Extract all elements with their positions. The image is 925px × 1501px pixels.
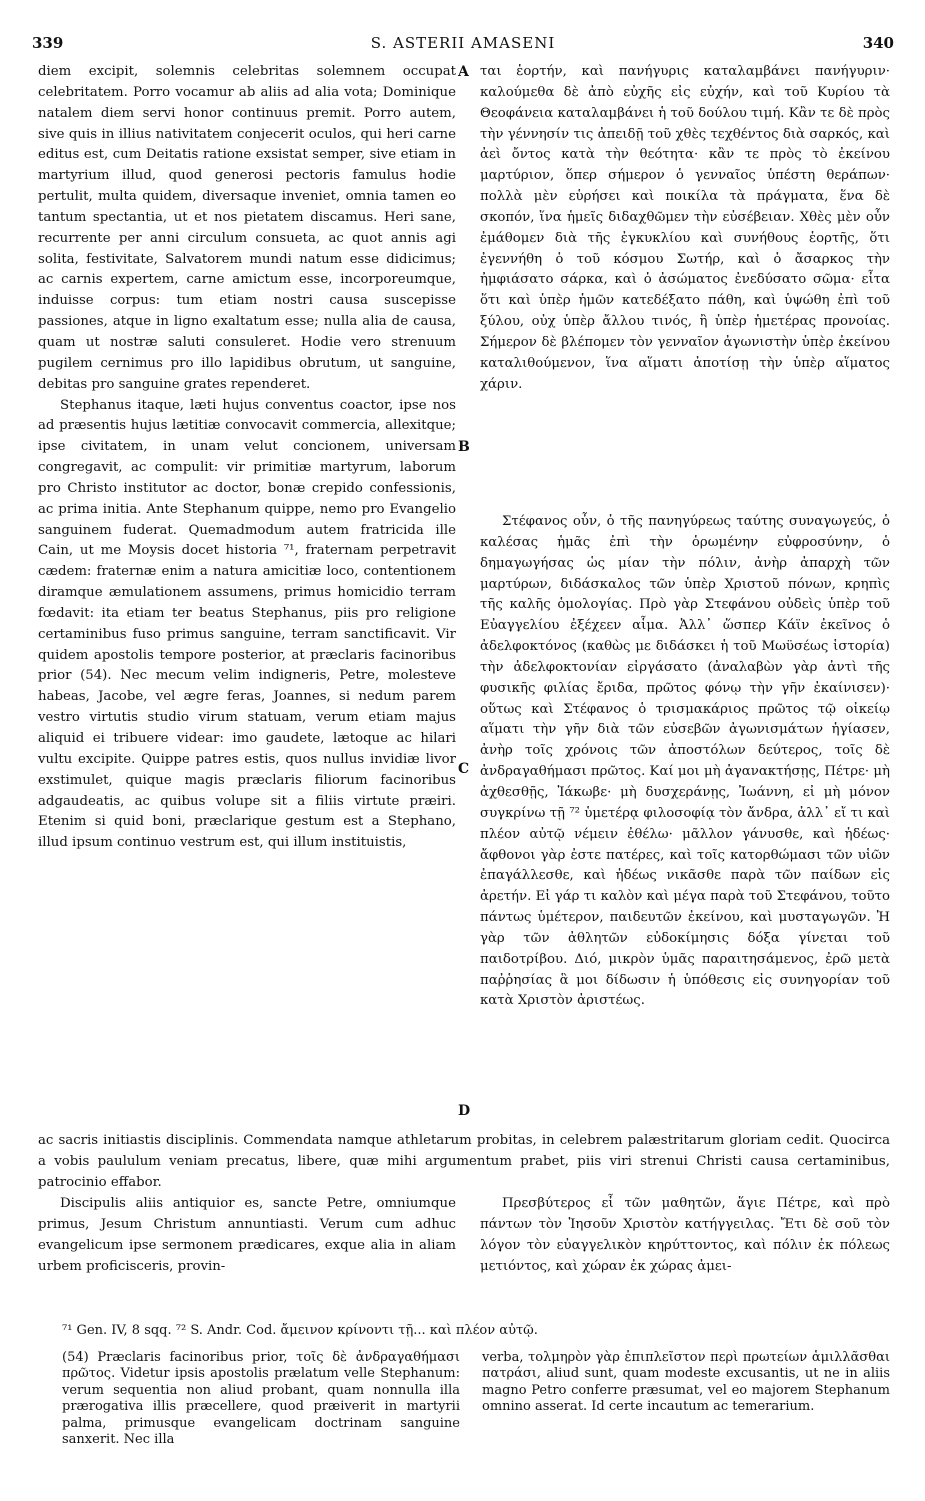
page-header: [32, 34, 894, 56]
left-page-number: 339: [32, 34, 64, 52]
latin-column-bottom: [38, 1194, 456, 1277]
margin-letter-d: D: [458, 1103, 471, 1119]
greek-column-top: [480, 62, 890, 396]
margin-letter-c: C: [458, 761, 470, 777]
reference-notes-line: ⁷¹ Gen. IV, 8 sqq. ⁷² S. Andr. Cod. ἄμεινον κρίνοντι τῇ... καὶ πλέον αὐτῷ.: [62, 1323, 538, 1338]
right-page-number: 340: [862, 34, 894, 52]
running-title: S. ASTERII AMASENI: [370, 34, 556, 52]
latin-paragraph-1: diem excipit, solemnis celebritas solemnem occupat celebritatem. Porro vocamur ab aliis ad alia vota; Dominique natalem diem servi honor continuus premit. Porro autem, sive quis in illius nativitatem conjecerit oculos, qui heri carne editus est, cum Deitatis ratione exsistat semper, sive etiam in martyrium illud, quod generosi pectoris famulus hodie pertulit, multa quidem, diversaque inveniet, omnia tamen eo tantum spectantia, ut et nos pietatem discamus. Heri sane, recurrente per anni circulum consueta, ac quot annis agi solita, festivitate, Salvatorem mundi natum esse didicimus; ac carnis expertem, carne amictum esse, incorporeumque, induisse corpus: tum etiam nostri causa suscepisse passiones, atque in ligno exaltatum esse; nulla alia de causa, quam ut nostræ saluti consuleret. Hodie vero strenuum pugilem cernimus pro illo lapidibus obrutum, ut sanguine, debitas pro sanguine grates rependeret.: [38, 64, 456, 392]
footnote-right: [482, 1350, 890, 1416]
footnote-right-text: verba, τολμηρὸν γὰρ ἐπιπλεῖστον περὶ πρωτείων ἁμιλλᾶσθαι πατράσι, aliud sunt, quam modeste excusantis, ut ne in aliis magno Petro conferre præsumat, vel eo majorem Stephanum omnino asserat. Id certe incautum ac temerarium.: [482, 1350, 890, 1415]
greek-paragraph-2: Στέφανος οὖν, ὁ τῆς πανηγύρεως ταύτης συναγωγεύς, ὁ καλέσας ἡμᾶς ἐπὶ τὴν ὁρωμένην εὐφροσύνην, ὁ δημαγωγήσας ὡς μίαν τὴν πόλιν, ἀνὴρ ἀπαρχὴ τῶν μαρτύρων, διδάσκαλος τῶν ὑπὲρ Χριστοῦ πόνων, κρηπὶς τῆς καλῆς ὁμολογίας. Πρὸ γὰρ Στεφάνου οὐδεὶς ὑπὲρ τοῦ Εὐαγγελίου ἐξέχεεν αἷμα. Ἀλλ᾽ ὥσπερ Κάϊν ἐκεῖνος ὁ ἀδελφοκτόνος (καθὼς με διδάσκει ἡ τοῦ Μωϋσέως ἱστορία) τὴν ἀδελφοκτονίαν εἰργάσατο (ἀναλαβὼν γὰρ ἀντὶ τῆς φυσικῆς φιλίας ἔριδα, πρῶτος φόνῳ τὴν γῆν ἐκαίνισεν)· οὕτως καὶ Στέφανος ὁ τρισμακάριος πρῶτος τῷ οἰκείῳ αἵματι τὴν γῆν διὰ τῶν εὐσεβῶν ἀγωνισμάτων ἡγίασεν, ἀνὴρ τοῖς χρόνοις τῶν ἀποστόλων δεύτερος, τοῖς δὲ ἀνδραγαθήμασι πρῶτος. Καί μοι μὴ ἀγανακτήσῃς, Πέτρε· μὴ ἀχθεσθῇς, Ἰάκωβε· μὴ δυσχεράνῃς, Ἰωάννη, εἰ μὴ μόνον συγκρίνω τῇ ⁷² ὑμετέρᾳ φιλοσοφίᾳ τὸν ἄνδρα, ἀλλ᾽ εἴ τι καὶ πλέον αὐτῷ νέμειν ἐθέλω· μᾶλλον γάνυσθε, καὶ ἡδέως· ἄφθονοι γὰρ ἐστε πατέρες, καὶ τοῖς κατορθώμασι τῶν υἱῶν ἐπαγάλλεσθε, καὶ ἡδέως νικᾶσθε παρὰ τῶν παίδων εἰς ἀρετήν. Εἰ γάρ τι καλὸν καὶ μέγα παρὰ τοῦ Στεφάνου, τοῦτο πάντως ὑμέτερον, παιδευτῶν ἐκείνου, καὶ μυσταγωγῶν. Ἡ γὰρ τῶν ἀθλητῶν εὐδοκίμησις δόξα γίνεται τοῦ παιδοτρίβου. Διό, μικρὸν ὑμᾶς παραιτησάμενος, ἐρῶ μετὰ παῤῥησίας ἃ μοι δίδωσιν ἡ ὑπόθεσις εἰς συνηγορίαν τοῦ κατὰ Χριστὸν ἀριστέως.: [480, 514, 890, 1009]
latin-paragraph-2: Stephanus itaque, læti hujus conventus coactor, ipse nos ad præsentis hujus lætitiæ convocavit commercia, allexitque; ipse civitatem, in unam velut concionem, universam congregavit, ac compulit: vir primitiæ martyrum, laborum pro Christo institutor ac doctor, bonæ crepido confessionis, ac prima initia. Ante Stephanum quippe, nemo pro Evangelio sanguinem fuderat. Quemadmodum autem fratricida ille Cain, ut me Moysis docet historia ⁷¹, fraternam perpetravit cædem: fraternæ enim a natura amicitiæ loco, contentionem diramque æmulationem assumens, primus homicidio terram fœdavit: ita etiam ter beatus Stephanus, piis pro religione certaminibus fuso primus sanguine, terram sanctificavit. Vir quidem apostolis tempore posterior, at præclaris facinoribus prior (54). Nec mecum velim indigneris, Petre, molesteve habeas, Jacobe, vel ægre feras, Joannes, si nedum parem vestro virtutis studio virum statuam, verum etiam majus aliquid ei tribuere videar: imo gaudete, lætoque ac hilari vultu excipite. Quippe patres estis, quos nullus invidiæ livor exstimulet, quique magis præclaris filiorum facinoribus adgaudeatis, ac quibus volupe sit a filiis virtute præiri. Etenim si quid boni, præclarique gestum est a Stephano, illud ipsum continuo vestrum est, qui illum instituistis,: [38, 397, 456, 851]
reference-notes: [62, 1323, 882, 1339]
full-width-paragraph: ac sacris initiastis disciplinis. Commendata namque athletarum probitas, in celebrem palæstritarum gloriam cedit. Quocirca a vobis paululum veniam precatus, libere, quæ mihi argumentum prabet, piis viri strenui Christi causa certaminibus, patrocinio effabor.: [38, 1133, 890, 1190]
margin-letter-a: A: [458, 64, 469, 80]
greek-column-bottom: [480, 1194, 890, 1277]
footnote-left: [62, 1350, 460, 1448]
full-width-latin: [38, 1131, 890, 1194]
greek-column-middle: [480, 512, 890, 1012]
footnote-left-text: (54) Præclaris facinoribus prior, τοῖς δὲ ἀνδραγαθήμασι πρῶτος. Videtur ipsis apostolis prælatum velle Stephanum: verum sequentia non aliud probant, quam nonnulla illa prærogativa illis præcellere, quod præiverit in martyrii palma, primusque evangelicam doctrinam sanguine sanxerit. Nec illa: [62, 1350, 460, 1448]
latin-last-paragraph: Discipulis aliis antiquior es, sancte Petre, omniumque primus, Jesum Christum annuntiasti. Verum cum adhuc evangelicum ipse sermonem prædicares, exque alia in aliam urbem proficisceris, provin-: [38, 1196, 456, 1274]
greek-last-paragraph: Πρεσβύτερος εἶ τῶν μαθητῶν, ἅγιε Πέτρε, καὶ πρὸ πάντων τὸν Ἰησοῦν Χριστὸν κατήγγειλας. Ἔτι δὲ σοῦ τὸν λόγον τὸν εὐαγγελικὸν κηρύττοντος, καὶ πόλιν ἐκ πόλεως μετιόντος, καὶ χώραν ἐκ χώρας ἀμει-: [480, 1196, 890, 1274]
latin-column-top: [38, 62, 456, 854]
greek-paragraph-1: ται ἑορτήν, καὶ πανήγυρις καταλαμβάνει πανήγυριν· καλούμεθα δὲ ἀπὸ εὐχῆς εἰς εὐχήν, καὶ τοῦ Κυρίου τὰ Θεοφάνεια καταλαμβάνει ἡ τοῦ δούλου τιμή. Κἂν τε δὲ πρὸς τὴν γέννησίν τις ἀπειδῇ τοῦ χθὲς τεχθέντος διὰ σαρκός, καὶ ἀεὶ ὄντος κατὰ τὴν θεότητα· κἂν τε πρὸς τὸ ἐκείνου μαρτύριον, ὅπερ σήμερον ὁ γενναῖος ὑπέστη θεράπων· πολλὰ μὲν εὑρήσει καὶ ποικίλα τὰ πράγματα, ἕνα δὲ σκοπόν, ἵνα ἡμεῖς διδαχθῶμεν τὴν εὐσέβειαν. Χθὲς μὲν οὖν ἐμάθομεν διὰ τῆς ἐγκυκλίου καὶ συνήθους ἑορτῆς, ὅτι ἐγεννήθη ὁ τοῦ κόσμου Σωτήρ, καὶ ὁ ἄσαρκος τὴν ἠμφιάσατο σάρκα, καὶ ὁ ἀσώματος ἐνεδύσατο σῶμα· εἶτα ὅτι καὶ ὑπὲρ ἡμῶν κατεδέξατο πάθη, καὶ ὑψώθη ἐπὶ τοῦ ξύλου, οὐχ ὑπὲρ ἄλλου τινός, ἢ ὑπὲρ ἡμετέρας προνοίας. Σήμερον δὲ βλέπομεν τὸν γενναῖον ἀγωνιστὴν ὑπὲρ ἐκείνου καταλιθούμενον, ἵνα αἵματι ἀποτίσῃ τὴν ὑπὲρ αἵματος χάριν.: [480, 64, 890, 392]
margin-letter-b: B: [458, 439, 470, 455]
